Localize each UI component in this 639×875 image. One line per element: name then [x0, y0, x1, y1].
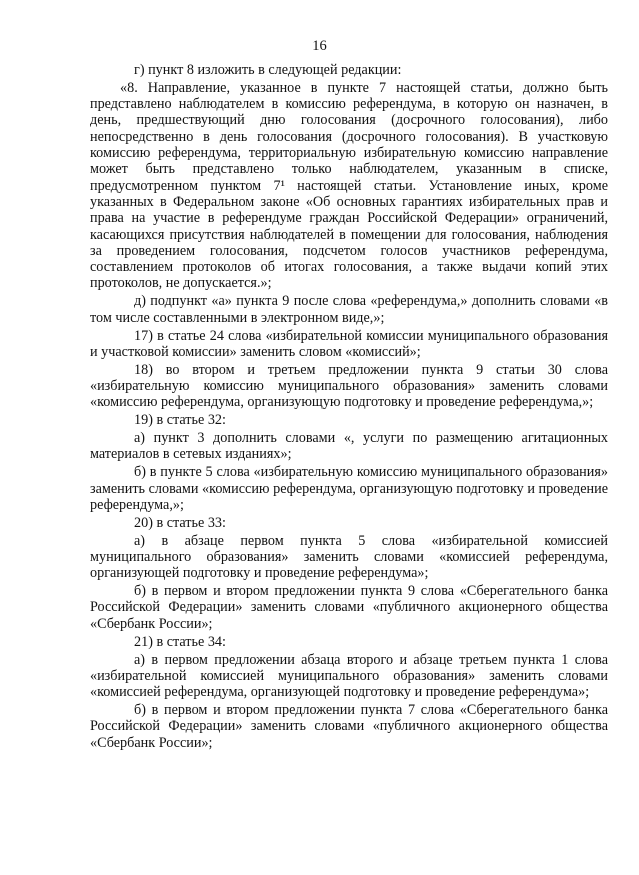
document-body [90, 62, 608, 752]
paragraph: 17) в статье 24 слова «избирательной комиссии муниципального образования и участковой комиссии» заменить словом «комиссий»; [90, 327, 608, 360]
paragraph: б) в первом и втором предложении пункта 9 слова «Сберегательного банка Российской Федерации» заменить словами «публичного акционерного общества «Сбербанк России»; [90, 583, 608, 632]
paragraph: 21) в статье 34: [134, 633, 226, 650]
paragraph: г) пункт 8 изложить в следующей редакции: [134, 62, 402, 78]
page-number: 16 [312, 38, 327, 54]
paragraph: 19) в статье 32: [134, 412, 226, 429]
paragraph: б) в первом и втором предложении пункта 7 слова «Сберегательного банка Российской Федерации» заменить словами «публичного акционерного общества «Сбербанк России»; [90, 702, 608, 751]
paragraph: а) в первом предложении абзаца второго и абзаце третьем пункта 1 слова «избирательной комиссией муниципального образования» заменить словами «комиссией референдума, организующей подготовку и проведение референдума»; [90, 651, 608, 701]
paragraph: а) пункт 3 дополнить словами «, услуги по размещению агитационных материалов в сетевых изданиях»; [90, 430, 608, 463]
paragraph: б) в пункте 5 слова «избирательную комиссию муниципального образования» заменить словами «комиссию референдума, организующую подготовку и проведение референдума,»; [90, 464, 608, 513]
paragraph: д) подпункт «а» пункта 9 после слова «референдума,» дополнить словами «в том числе составленными в электронном виде,»; [90, 293, 608, 326]
paragraph: 18) во втором и третьем предложении пункта 9 статьи 30 слова «избирательную комиссию муниципального образования» заменить словами «комиссию референдума, организующую подготовку и проведение референдума,»; [90, 361, 608, 411]
paragraph: 20) в статье 33: [134, 514, 226, 531]
paragraph: а) в абзаце первом пункта 5 слова «избирательной комиссией муниципального образования» заменить словами «комиссией референдума, организующей подготовку и проведение референдума»; [90, 532, 608, 582]
paragraph: «8. Направление, указанное в пункте 7 настоящей статьи, должно быть представлено наблюдателем в комиссию референдума, в которую он назначен, в день, предшествующий дню голосования (досрочного голосования), либо непосредственно в день голосования (досрочного голосования). В участковую комиссию референдума, территориальную избирательную комиссию направление может быть представлено только наблюдателем, указанным в списке, предусмотренном пунктом 7¹ настоящей статьи. Установление иных, кроме указанных в Федеральном законе «Об основных гарантиях избирательных прав и права на участие в референдуме граждан Российской Федерации» ограничений, касающихся присутствия наблюдателей в помещении для голосования, наблюдения за проведением голосования, подсчетом голосов участников референдума, составлением протоколов об итогах голосования, а также выдачи копий этих протоколов, не допускается.»; [90, 79, 608, 292]
